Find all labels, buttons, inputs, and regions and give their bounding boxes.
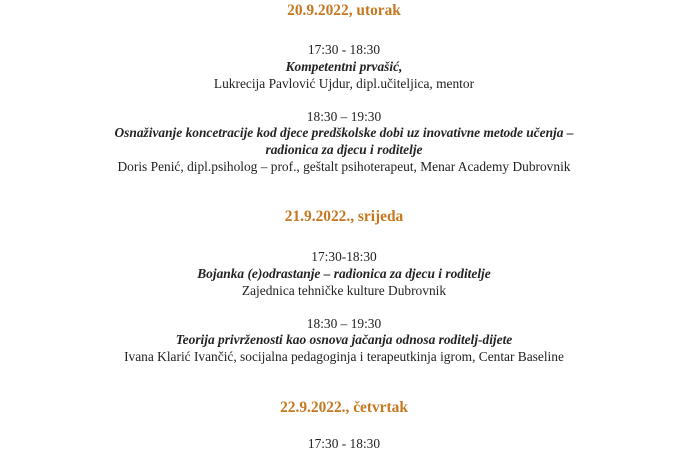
day-heading: 22.9.2022., četvrtak: [280, 399, 408, 416]
day-heading: 21.9.2022., srijeda: [284, 208, 404, 225]
event-time: 18:30 – 19:30: [306, 316, 382, 331]
event-title: radionica za djecu i roditelje: [265, 142, 423, 157]
event-presenter: Zajednica tehničke kulture Dubrovnik: [241, 283, 447, 298]
event-time: 17:30 - 18:30: [307, 42, 381, 57]
event-time: 17:30 - 18:30: [307, 436, 381, 451]
event-title: Bojanka (e)odrastanje – radionica za djecu i roditelje: [197, 266, 491, 281]
event-presenter: Ivana Klarić Ivančić, socijalna pedagoginja i terapeutkinja igrom, Centar Baseline: [124, 349, 564, 364]
event-presenter: Doris Penić, dipl.psiholog – prof., geštalt psihoterapeut, Menar Academy Dubrovnik: [117, 159, 571, 174]
event-time: 17:30-18:30: [311, 249, 377, 264]
event-time: 18:30 – 19:30: [306, 109, 382, 124]
day-heading: 20.9.2022, utorak: [287, 2, 401, 19]
event-title: Teorija privrženosti kao osnova jačanja odnosa roditelj-dijete: [175, 332, 513, 347]
event-title: Kompetentni prvašić,: [285, 59, 403, 74]
event-presenter: Lukrecija Pavlović Ujdur, dipl.učiteljica, mentor: [213, 76, 475, 91]
event-title: Osnaživanje koncetracije kod djece predškolske dobi uz inovativne metode učenja –: [114, 125, 574, 140]
